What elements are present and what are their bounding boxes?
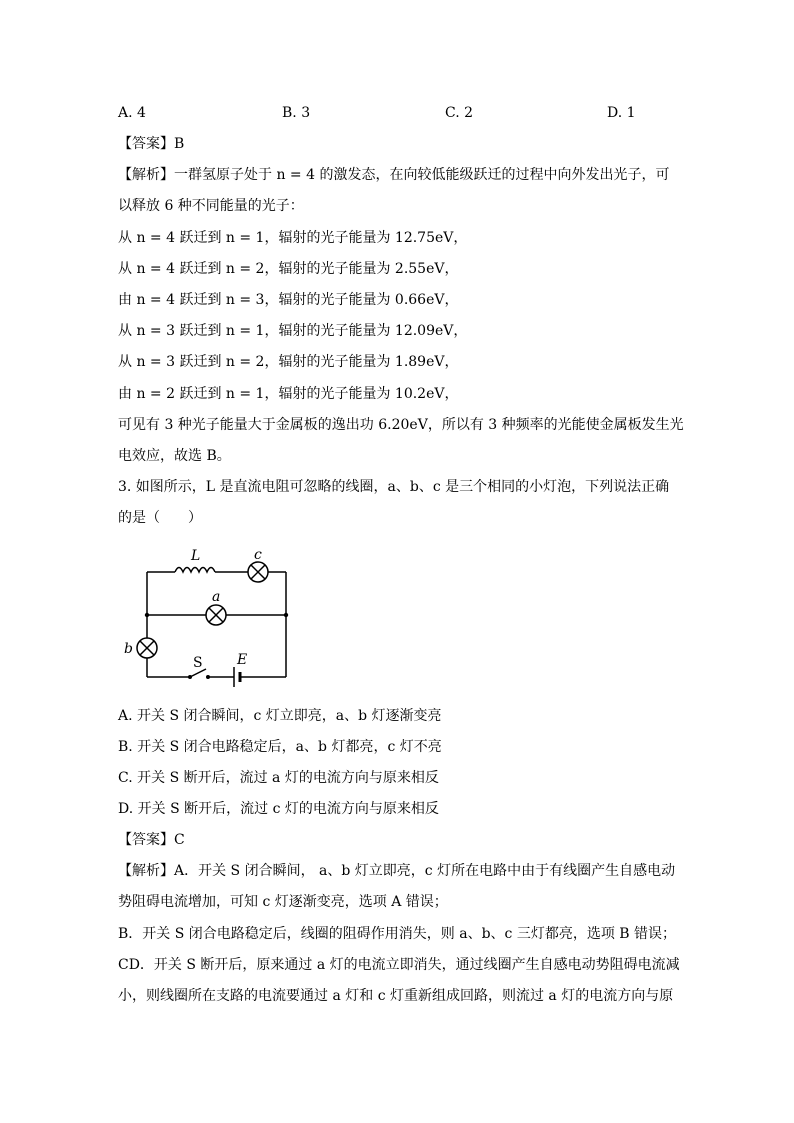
q2-analysis-line: 由 n = 2 跃迁到 n = 1，辐射的光子能量为 10.2eV，: [118, 386, 459, 402]
label-battery: E: [237, 652, 248, 668]
q3-analysis-line: 【解析】A．开关 S 闭合瞬间， a、b 灯立即亮，c 灯所在电路中由于有线圈产生自感电动: [118, 863, 676, 879]
q2-analysis-line: 从 n = 3 跃迁到 n = 1，辐射的光子能量为 12.09eV，: [118, 323, 468, 339]
q2-analysis-line: 从 n = 4 跃迁到 n = 1，辐射的光子能量为 12.75eV，: [118, 230, 468, 246]
label-switch: S: [193, 655, 203, 671]
q3-answer: 【答案】C: [118, 832, 185, 848]
q3-option-c: C. 开关 S 断开后，流过 a 灯的电流方向与原来相反: [118, 770, 439, 786]
q2-option-d: D. 1: [607, 105, 636, 121]
q2-analysis-line: 【解析】一群氢原子处于 n = 4 的激发态，在向较低能级跃迁的过程中向外发出光子，可: [118, 167, 670, 183]
q2-analysis-line: 以释放 6 种不同能量的光子：: [118, 198, 304, 214]
q2-option-b: B. 3: [282, 105, 311, 121]
q2-option-a: A. 4: [118, 105, 146, 121]
q3-analysis-line: 小，则线圈所在支路的电流要通过 a 灯和 c 灯重新组成回路，则流过 a 灯的电流方向与原: [118, 988, 674, 1004]
q2-analysis-line: 可见有 3 种光子能量大于金属板的逸出功 6.20eV，所以有 3 种频率的光能使金属板发生光: [118, 417, 684, 433]
q3-analysis-line: CD．开关 S 断开后，原来通过 a 灯的电流立即消失，通过线圈产生自感电动势阻碍电流减: [118, 957, 680, 973]
q2-analysis-line: 电效应，故选 B。: [118, 448, 231, 464]
inductor-coil: [175, 568, 215, 573]
label-lamp-a: a: [212, 589, 221, 605]
q3-option-d: D. 开关 S 断开后，流过 c 灯的电流方向与原来相反: [118, 801, 439, 817]
q3-analysis-line: 势阻碍电流增加，可知 c 灯逐渐变亮，选项 A 错误；: [118, 894, 448, 910]
q3-stem-line: 的是（ ）: [118, 510, 202, 526]
q2-analysis-line: 由 n = 4 跃迁到 n = 3，辐射的光子能量为 0.66eV，: [118, 292, 459, 308]
q3-option-a: A. 开关 S 闭合瞬间，c 灯立即亮，a、b 灯逐渐变亮: [118, 708, 442, 724]
q2-analysis-line: 从 n = 3 跃迁到 n = 2，辐射的光子能量为 1.89eV，: [118, 354, 459, 370]
q3-analysis-line: B．开关 S 闭合电路稳定后，线圈的阻碍作用消失，则 a、b、c 三灯都亮，选项 B 错误；: [118, 926, 677, 942]
q3-option-b: B. 开关 S 闭合电路稳定后，a、b 灯都亮，c 灯不亮: [118, 739, 442, 755]
q3-stem-line: 3. 如图所示，L 是直流电阻可忽略的线圈，a、b、c 是三个相同的小灯泡，下列说法正确: [118, 479, 670, 495]
q2-answer: 【答案】B: [118, 136, 185, 152]
label-lamp-c: c: [254, 547, 262, 563]
q2-option-c: C. 2: [445, 105, 474, 121]
label-lamp-b: b: [124, 641, 133, 657]
label-coil: L: [191, 548, 201, 564]
q2-analysis-line: 从 n = 4 跃迁到 n = 2，辐射的光子能量为 2.55eV，: [118, 261, 459, 277]
circuit-diagram: [120, 545, 300, 695]
